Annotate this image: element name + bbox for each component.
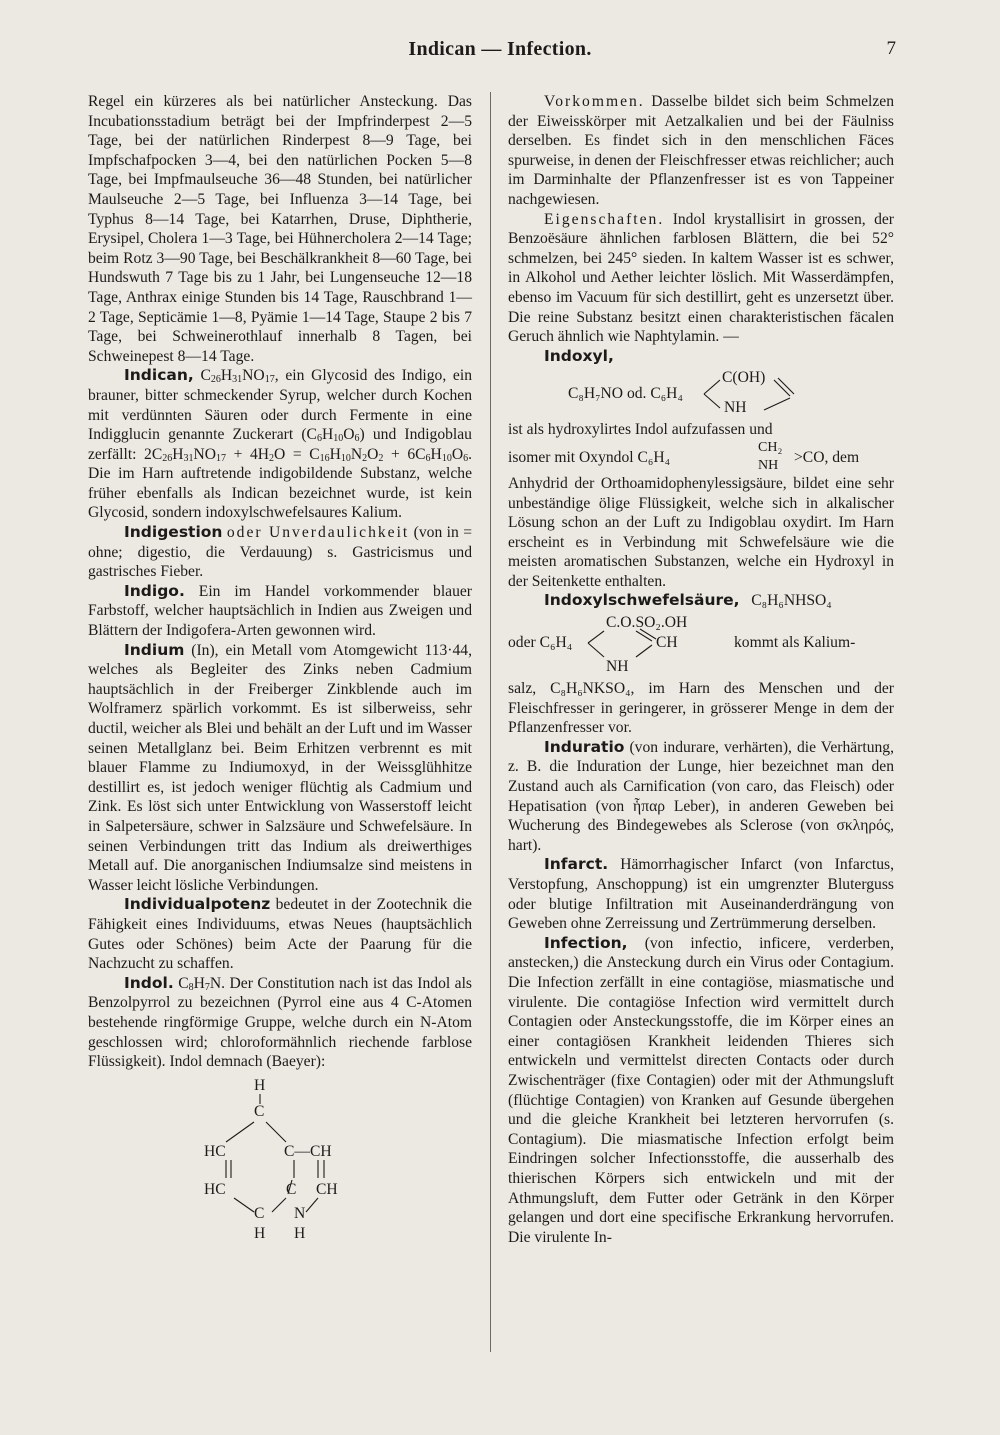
indol-h-top: H <box>254 1076 266 1094</box>
entry-indigo: Indigo. Ein im Handel vorkommender blauer Farbstoff, welcher hauptsächlich in Indien aus Zweigen und Blättern der Indigofera-Arten gewonnen wird. <box>88 581 472 640</box>
entry-indoxylschwefelsaeure: Indoxylschwefelsäure, C₈H₆NHSO₄ <box>544 591 832 610</box>
indoxyl-coh: C(OH) <box>722 369 766 387</box>
headword-indoxylschwefelsaeure: Indoxylschwefelsäure, <box>544 591 740 610</box>
entry-vorkommen: Vorkommen. Dasselbe bildet sich beim Schmelzen der Eiweisskörper mit Aetzalkalien und bei der Fäulniss derselben. Es findet sich in den menschlichen Fäces spurweise, in denen der Fleischfresser etwas reichlicher; auch im Darminhalte der Pflanzenfresser ist es von Tappeiner nachgewiesen. <box>508 93 895 208</box>
column-divider <box>490 92 491 1352</box>
indol-hc-2: HC <box>204 1180 226 1198</box>
indol-structure-diagram <box>88 1076 472 1226</box>
indol-h-bottom-right: H <box>294 1224 306 1242</box>
label-vorkommen: Vorkommen. <box>544 93 645 110</box>
headword-indican: Indican, <box>124 366 194 385</box>
indol-c-bottom: C <box>254 1204 265 1222</box>
indoxyl-text-c: Anhydrid der Orthoamidophenylessigsäure, bildet eine sehr unbeständige ölige Flüssigkeit, welche sich in alkalischer Lösung schon an der Luft zu Indigoblau oxydirt. Im Harn erscheint es in Verbindung mit Schwefelsäure wie die meisten aromatischen Substanzen, welche ein Hydroxyl in der Seitenkette enthalten. <box>508 474 894 590</box>
headword-individualpotenz: Individualpotenz <box>124 895 271 914</box>
indol-n-bottom: N <box>294 1204 306 1222</box>
entry-indigestion: Indigestion oder Unverdaulichkeit (von in = ohne; digestio, die Verdauung) s. Gastricismus und gastrisches Fieber. <box>88 523 473 581</box>
entry-indoxyl <box>508 347 894 367</box>
entry-eigenschaften: Eigenschaften. Indol krystallisirt in grossen, der Benzoësäure ähnlichen farblosen Blättern, die bei 52° schmelzen, bei 245° sieden. In kaltem Wasser ist es schwer, in Alkohol und Aether leichter löslich. Mit Wasserdämpfen, ebenso im Vacuum für sich destillirt, geht es unzersetzt über. Die reine Substanz besitzt einen charakteristischen fäcalen Geruch ähnlich wie Naphtylamin. — <box>508 210 894 346</box>
headword-indigestion: Indigestion <box>124 523 223 542</box>
entry-individualpotenz: Individualpotenz bedeutet in der Zootechnik die Fähigkeit eines Individuums, etwas Neues (hauptsächlich Gutes oder Schönes) beim Acte der Paarung für die Nachzucht zu schaffen. <box>88 895 472 973</box>
indol-c-mid: C <box>286 1180 297 1198</box>
right-column <box>508 92 894 1247</box>
indoxyl-nh: NH <box>724 399 747 417</box>
indoxyl-text-a: ist als hydroxylirtes Indol aufzufassen und <box>508 421 773 439</box>
entry-infection: Infection, (von infectio, inficere, verderben, anstecken,) die Ansteckung durch ein Virus oder Contagium. Die Infection zerfällt in eine contagiöse, miasmatische und virulente. Die contagiöse Infection wird vermittelt durch Contagien oder Ansteckungsstoffe, die im Körper eines an einer contagiösen Krankheit leidenden Thieres sich entwickeln und vermittelst directen Contacts oder durch Zwischenträger (fixe Contagien) oder mit der Athmungsluft (flüchtige Contagien) von Kranken auf Gesunde übergehen und die gleiche Krankheit bei letzteren hervorrufen (s. Contagium). Die miasmatische Infection erfolgt beim Eindringen solcher Infectionsstoffe, die ausserhalb des thierischen Körpers sich entwickeln und mit der Athmungsluft, dem Futter oder Getränk in den Körper gelangen und dort eine specifische Erkrankung hervorrufen. Die virulente In- <box>508 933 894 1246</box>
headword-induratio: Induratio <box>544 737 625 756</box>
indol-bonds <box>88 1076 472 1226</box>
indoxylschwefelsaeure-structure: C.O.SO₂.OH oder C₆H₄ CH NH kommt als Kalium- <box>508 614 856 676</box>
indol-ch-2: CH <box>316 1180 338 1198</box>
indoxyl-formula: C₈H₇NO od. C₆H₄ C(OH) NH <box>508 368 894 418</box>
headword-indoxyl: Indoxyl, <box>544 346 614 365</box>
page-number: 7 <box>886 38 896 59</box>
entry-induratio: Induratio (von indurare, verhärten), die Verhärtung, z. B. die Induration der Lunge, hier bezeichnet man den Zustand auch als Carnification (von caro, das Fleisch) oder Hepatisation (von ἧπαρ Leber), in anderen Geweben bei Wucherung des Bindegewebes als Sclerose (von σκληρός, hart). <box>508 737 894 854</box>
running-header <box>0 38 1000 68</box>
paragraph-incubation: Regel ein kürzeres als bei natürlicher Ansteckung. Das Incubationsstadium beträgt bei der Impfrinderpest 2—5 Tage, bei der natürlichen Rinderpest 8—9 Tage, bei Impfschafpocken 3—4, bei den natürlichen Pocken 5—8 Tage, bei Impfmaulseuche 36—48 Stunden, bei natürlicher Maulseuche 2—5 Tage, bei Influenza 3—14 Tage, bei Typhus 8—14 Tage, bei Katarrhen, Druse, Diphtherie, Erysipel, Cholera 1—3 Tage, bei Hühnercholera 2—14 Tage; beim Rotz 3—90 Tage, bei Beschälkrankheit 8—60 Tage, bei Hundswuth 7 Tage bis zu 1 Jahr, bei Lungenseuche 12—18 Tage, Anthrax einige Stunden bis 14 Tage, Rauschbrand 1—2 Tage, Septicämie 1—8, Pyämie 1—14 Tage, Staupe 2 bis 7 Tage, bei Schweinerothlauf innerhalb 8 Tagen, bei Schweinepest 8—14 Tage. <box>88 93 472 365</box>
headword-indium: Indium <box>124 640 185 659</box>
left-column <box>88 92 473 1242</box>
label-eigenschaften: Eigenschaften. <box>544 210 665 228</box>
indol-c-ch: C—CH <box>284 1142 332 1160</box>
indoxylschwefelsaeure-text: salz, C₈H₆NKSO₄, im Harn des Menschen und der Fleischfresser in geringerer, in grösserer Menge in dem der Pflanzenfresser vor. <box>508 680 894 737</box>
entry-indican: Indican, $C_{26}H_{31}NO_{17}$, ein Glycosid des Indigo, ein brauner, bitter schmeckender Syrup, welcher durch Kochen mit verdünnten Säuren oder durch Fermente in eine Indigglucin genannte Zuckerart $(C_6H_{10}O_6)$ und Indigoblau zerfällt: $2C_{26}H_{31}NO_{17} + 4H_2O = C_{16}H_{10}N_2O_2 + 6C_6H_{10}O_6$. Die im Harn auftretende indigobildende Substanz, welche früher ebenfalls als Indican bezeichnet wurde, ist kein Glycosid, sondern indoxylschwefelsaures Kalium. <box>88 366 472 522</box>
indol-hc-1: HC <box>204 1142 226 1160</box>
headword-infarct: Infarct. <box>544 855 609 874</box>
entry-indol: Indol. $C_8H_7N$. Der Constitution nach ist das Indol als Benzolpyrrol zu bezeichnen (Pyrrol eine aus 4 C-Atomen bestehende ringförmige Gruppe, welche durch ein N-Atom geschlossen wird; chloroformähnlich riechende farblose Flüssigkeit). Indol demnach (Baeyer): <box>88 973 472 1071</box>
indol-c-top: C <box>254 1102 265 1120</box>
entry-indium: Indium (In), ein Metall vom Atomgewicht 113·44, welches als Begleiter des Zinks neben Cadmium hauptsächlich in der Freiberger Zinkblende auch im Wolframerz spärlich vorkommt. Es ist silberweiss, sehr ductil, weicher als Blei und behält an der Luft und im Wasser seinen Metallglanz bei. Beim Erhitzen verbrennt es mit blauer Flamme zu Indiumoxyd, in der Weissglühhitze destillirt es, ist jedoch weniger flüchtig als Cadmium und Zink. Es löst sich unter Entwicklung von Wasserstoff leicht in Salpetersäure, schwer in Salzsäure und Schwefelsäure. In seinen Verbindungen tritt das Indium als dreiwerthiges Metall auf. Die anorganischen Indiumsalze sind meistens in Wasser leicht lösliche Verbindungen. <box>88 640 472 894</box>
entry-infarct: Infarct. Hämorrhagischer Infarct (von Infarctus, Verstopfung, Anschoppung) ist ein umgrenzter Bluterguss oder blutige Infiltration mit Auseinanderdrängung von Geweben ohne Zerreissung und Zertrümmerung derselben. <box>508 855 894 933</box>
indol-h-bottom-left: H <box>254 1224 266 1242</box>
headword-indigo: Indigo. <box>124 581 185 600</box>
page-title: Indican — Infection. <box>408 38 592 60</box>
headword-infection: Infection, <box>544 933 628 952</box>
headword-indol: Indol. <box>124 973 174 992</box>
oxyndol-formula: isomer mit Oxyndol C₆H₄ CH₂ NH >CO, dem <box>508 439 860 473</box>
